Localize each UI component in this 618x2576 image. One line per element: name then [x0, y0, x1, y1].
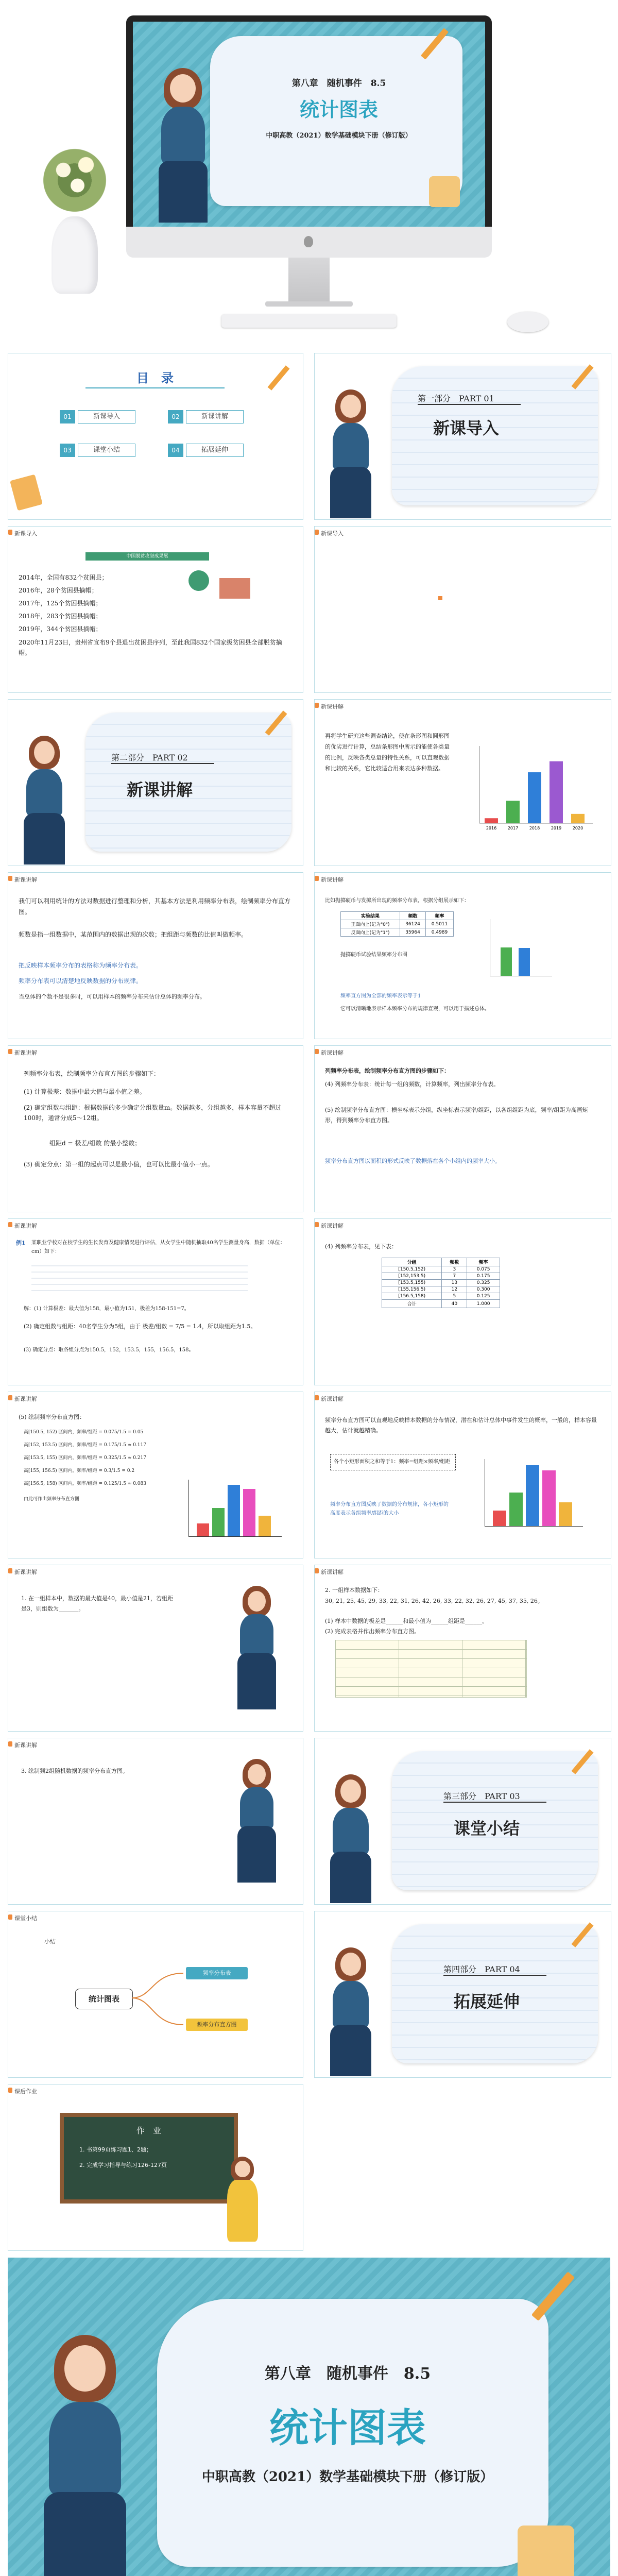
- teacher-skirt: [24, 813, 65, 865]
- final-subtitle: 中职高教（2021）数学基础模块下册（修订版）: [201, 2469, 494, 2485]
- header-marker: [8, 1914, 12, 1920]
- teacher-skirt: [330, 467, 371, 518]
- teacher-skirt: [44, 2492, 126, 2576]
- slide-header: [8, 1911, 303, 1923]
- slide-tag: 新课讲解: [14, 1223, 37, 1229]
- slide-tag: 新课讲解: [321, 1223, 344, 1229]
- practice1-text: 1. 在一组样本中，数据的最大值是40，最小值是21，若组距是3，则组数为_______。: [21, 1595, 173, 1612]
- toc-item-3-num[interactable]: 03: [60, 444, 75, 457]
- practice2-data: 30, 21, 25, 45, 29, 33, 22, 31, 26, 42, 26, 33, 22, 32, 26, 27, 45, 37, 35, 26。: [325, 1598, 543, 1604]
- slide-header: [315, 1565, 611, 1577]
- intro-line-3: 2017年，125个贫困县摘帽；: [19, 600, 102, 607]
- table-cell: 正面向上(记为"0"): [341, 920, 400, 928]
- intro-line-6: 2020年11月23日，贵州省宣布9个县退出贫困县序列，至此我国832个国家级贫困县全部脱贫摘帽。: [19, 639, 282, 656]
- slide-header: [315, 1219, 611, 1230]
- part4-label-underline: [443, 1975, 546, 1976]
- intro-line-4: 2018年，283个贫困县摘帽；: [19, 613, 102, 620]
- toc-item-2-label[interactable]: 新课讲解: [186, 410, 244, 423]
- slide-tag: 课堂小结: [14, 1915, 37, 1922]
- slide-tag: 新课讲解: [321, 1049, 344, 1056]
- hist-bar: [228, 1485, 240, 1536]
- coin-table: [340, 911, 454, 937]
- part2-slide: [8, 699, 303, 866]
- chalkboard: [60, 2113, 238, 2204]
- books-lamp-illustration: [518, 2526, 574, 2576]
- slide-header: [315, 1392, 611, 1403]
- practice3-slide: [8, 1738, 303, 1905]
- teacher-face: [248, 1591, 266, 1612]
- table-cell: 36124: [400, 920, 426, 928]
- table-header: 实验结果: [341, 912, 400, 920]
- header-marker: [8, 876, 12, 881]
- practice1-slide: [8, 1565, 303, 1732]
- hist2-p1: 频率分布直方图可以直观地反映样本数据的分布情况，潜在和估计总体中事件发生的概率，一般的，样本容量越大，估计就越精确。: [325, 1417, 597, 1434]
- coin-chart: [490, 919, 552, 976]
- hist-bar: [526, 1465, 539, 1526]
- flower-vase-illustration: [31, 129, 118, 304]
- table-row: [341, 928, 454, 937]
- teacher-skirt: [159, 161, 208, 223]
- slide-header: [8, 1219, 303, 1230]
- lecture2-p3: 把反映样本频率分布的表格称为频率分布表。: [19, 962, 143, 969]
- practice3-text: 3. 绘制频2组随机数据的频率分布直方图。: [21, 1768, 128, 1774]
- teacher-skirt: [330, 1852, 371, 1903]
- intro-line-1: 2014年，全国有832个贫困县；: [19, 574, 108, 581]
- hist-bar: [259, 1516, 271, 1536]
- lecture3-intro: 比如抛掷硬币与发掷所出现的频率分布表，根据分组展示如下：: [325, 898, 469, 904]
- tree: [188, 570, 209, 591]
- lecture2-slide: [8, 872, 303, 1039]
- chart-bar-2017: [506, 801, 520, 823]
- lecture3-caption3: 它可以清晰地表示样本频率分布的规律直观，可以用于描述总体。: [340, 1006, 490, 1012]
- table-cell: [156.5,158): [382, 1293, 442, 1300]
- hist-bar: [559, 1502, 572, 1526]
- homework-title: 作 业: [136, 2126, 161, 2136]
- slide-header: [8, 2084, 303, 2096]
- table-row: [341, 920, 454, 928]
- header-marker: [315, 1395, 319, 1400]
- chart-tick-label: 2019: [551, 826, 562, 831]
- toc-item-1-num[interactable]: 01: [60, 410, 75, 423]
- teacher-body: [333, 1981, 369, 2027]
- hist2-box2: 频率分布直方图反映了数据的分布规律，各小矩形的高度表示各组频率/组距的大小: [330, 1502, 449, 1516]
- hist2-chart: [485, 1459, 583, 1527]
- table-cell: [155,156.5): [382, 1286, 442, 1293]
- part3-label: 第三部分 PART 03: [443, 1791, 520, 1801]
- final-chapter: 第八章 随机事件 8.5: [264, 2365, 431, 2383]
- header-marker: [8, 1049, 12, 1054]
- teacher-body: [333, 1808, 369, 1854]
- slide-header: [8, 873, 303, 884]
- teacher-body: [333, 423, 369, 469]
- chart-tick-label: 2018: [529, 826, 540, 831]
- teacher-face: [340, 1953, 361, 1976]
- example-step2: (2) 确定组数与组距：40名学生分为5组，由于 极差/组数 = 7/5 = 1.4，所以取组距为1.5。: [24, 1323, 256, 1330]
- toc-slide: [8, 353, 303, 520]
- part1-label: 第一部分 PART 01: [418, 394, 494, 403]
- example-data-block: [31, 1260, 248, 1296]
- final-title: 统计图表: [269, 2405, 426, 2451]
- summary-slide: [8, 1911, 303, 2078]
- freqtable-caption: (4) 列频率分布表，见下表：: [325, 1243, 398, 1250]
- chart-bar-2019: [550, 761, 563, 823]
- hist-bar: [243, 1489, 255, 1536]
- hist-bar: [542, 1470, 556, 1526]
- slide-header: [315, 527, 611, 538]
- slide-header: [8, 1565, 303, 1577]
- toc-item-4-num[interactable]: 04: [168, 444, 183, 457]
- frequency-table: [382, 1258, 500, 1308]
- teacher-face: [340, 1780, 361, 1803]
- slide-header: [315, 873, 611, 884]
- chart-tick-label: 2017: [507, 826, 519, 831]
- mouse-illustration: [507, 312, 548, 332]
- example-step3: (3) 确定分点：取各组分点为150.5，152，153.5，155，156.5，158。: [24, 1347, 194, 1353]
- teacher-body: [161, 107, 205, 163]
- part2-label: 第二部分 PART 02: [111, 753, 188, 762]
- slide-tag: 新课导入: [321, 530, 344, 537]
- part1-title: 新课导入: [433, 418, 500, 438]
- practice2-blank-table: [335, 1640, 527, 1698]
- example-slide: [8, 1218, 303, 1385]
- slide-tag: 新课讲解: [321, 703, 344, 710]
- table-cell: [150.5,152): [382, 1266, 442, 1273]
- teacher-face: [340, 395, 361, 418]
- lecture4-step-1: (1) 计算极差：数据中最大值与最小值之差。: [24, 1088, 146, 1095]
- lecture2-p2: 频数是指一组数据中，某范围内的数据出现的次数；把组距与频数的比值叫做频率。: [19, 931, 248, 938]
- slide-tag: 新课讲解: [14, 876, 37, 883]
- intro-line-5: 2019年，344个贫困县摘帽；: [19, 625, 102, 633]
- slide-tag: 新课讲解: [321, 876, 344, 883]
- lecture3-caption2: 频率直方图为全部的频率表示等于1: [340, 993, 421, 999]
- table-header: 频率: [426, 912, 454, 920]
- teacher-skirt: [330, 2025, 371, 2076]
- monitor-stand: [288, 258, 330, 304]
- table-cell: 0.125: [467, 1293, 500, 1300]
- chart-bar-2016: [485, 818, 498, 823]
- monitor-base: [265, 301, 353, 307]
- teacher-body: [26, 769, 62, 816]
- header-marker: [8, 1222, 12, 1227]
- lecture2-p4: 频率分布表可以清楚地反映数据的分布规律。: [19, 977, 143, 985]
- lecture1-text: 再将学生研究这些调查结论，使在条形图和圆形图的优劣进行计算，总结条形图中所示的能使各类量的比例，反映各类总量的特性关系，可以直观数据和比较的关系，它比较适合用来表达多种数据。: [325, 733, 450, 772]
- table-row: [382, 1300, 500, 1308]
- table-cell: 0.300: [467, 1286, 500, 1293]
- teacher-pointing-illustration: [235, 1759, 281, 1888]
- table-cell: [152,153.5): [382, 1273, 442, 1280]
- slide-header: [8, 527, 303, 538]
- chart-tick-label: 2016: [486, 826, 497, 831]
- cover-monitor-scene: [0, 0, 618, 361]
- lecture5-heading: 列频率分布表，绘制频率分布直方图的步骤如下：: [325, 1067, 450, 1074]
- table-header-row: [382, 1258, 500, 1266]
- pencil-icon: [531, 2272, 575, 2321]
- table-row: [382, 1280, 500, 1286]
- slide-header: [8, 1046, 303, 1057]
- summary-branch2: 频率分布直方图: [186, 2019, 248, 2031]
- table-cell: 0.325: [467, 1280, 500, 1286]
- connector-bottom: [132, 1998, 183, 2025]
- summary-branch1: 频率分布表: [186, 1967, 248, 1979]
- connector-top: [132, 1973, 183, 1998]
- table-cell: 合计: [382, 1300, 442, 1308]
- cover-screen: [133, 22, 485, 227]
- cover-subtitle: 中职高教（2021）数学基础模块下册（修订版）: [266, 132, 412, 140]
- example-label: 例1: [16, 1240, 26, 1246]
- table-cell: 3: [442, 1266, 467, 1273]
- table-header: 频数: [400, 912, 426, 920]
- coin-bar-tails: [519, 948, 530, 976]
- hist1-line-1: 高[150.5, 152) 区间内，频率/组距 = 0.075/1.5 = 0.05: [24, 1430, 144, 1435]
- teacher-skirt: [237, 1653, 276, 1709]
- table-cell: 0.5011: [426, 920, 454, 928]
- table-cell: 0.175: [467, 1273, 500, 1280]
- header-marker: [315, 1049, 319, 1054]
- books-lamp-illustration: [429, 176, 460, 207]
- header-marker: [315, 1568, 319, 1573]
- intro-illustration: [178, 565, 261, 601]
- table-cell: 13: [442, 1280, 467, 1286]
- header-marker: [315, 876, 319, 881]
- orange-marker: [438, 596, 442, 600]
- table-header: 分组: [382, 1258, 442, 1266]
- coin-bar-heads: [501, 947, 512, 976]
- part2-label-underline: [111, 763, 214, 764]
- toc-title-underline: [85, 387, 225, 388]
- practice2-q1: (1) 样本中数据的极差是______和最小值为______组距是______。: [325, 1618, 488, 1624]
- homework-line-1: 1. 书第99页练习题1、2题；: [79, 2146, 152, 2153]
- slide-header: [8, 1738, 303, 1750]
- teacher-dress: [227, 2180, 258, 2242]
- table-header: 频数: [442, 1258, 467, 1266]
- table-cell: 0.075: [467, 1266, 500, 1273]
- hist1-line-5: 高[156.5, 158) 区间内，频率/组距 = 0.125/1.5 ≈ 0.083: [24, 1481, 146, 1486]
- lecture1-slide: [314, 699, 611, 866]
- practice2-text: 2. 一组样本数据如下：: [325, 1587, 383, 1594]
- lecture2-p5: 当总体的个数不是很多时，可以用样本的频率分布来估计总体的频率分布。: [19, 993, 205, 1000]
- lecture4-heading: 列频率分布表，绘制频率分布直方图的步骤如下：: [24, 1070, 160, 1077]
- summary-small: 小结: [44, 1938, 56, 1945]
- table-header: 频率: [467, 1258, 500, 1266]
- lecture3-caption1: 抛掷硬币试验结果频率分布图: [340, 952, 407, 958]
- teacher-body: [49, 2402, 121, 2495]
- summary-root: 统计图表: [75, 1989, 133, 2009]
- teacher-face: [170, 74, 196, 103]
- hist1-line-3: 高[153.5, 155) 区间内，频率/组距 = 0.325/1.5 ≈ 0.217: [24, 1455, 146, 1461]
- slide-tag: 新课讲解: [14, 1569, 37, 1575]
- teacher-face: [235, 2161, 250, 2177]
- cover-title: 统计图表: [299, 98, 378, 121]
- lecture3-slide: [314, 872, 611, 1039]
- part1-label-underline: [418, 404, 521, 405]
- part4-label: 第四部分 PART 04: [443, 1964, 520, 1974]
- header-marker: [315, 1222, 319, 1227]
- table-row: [382, 1293, 500, 1300]
- hist-bar: [197, 1523, 209, 1536]
- teacher-pointing-illustration: [235, 1586, 281, 1715]
- flower-blossoms: [46, 149, 103, 201]
- teacher-face: [34, 741, 55, 764]
- lecture5-p2: (5) 绘制频率分布直方图：横坐标表示分组，纵坐标表示频率/组距，以各组组距为底，频率/组距为高画矩形，得到频率分布直方图。: [325, 1107, 588, 1124]
- teacher-face: [248, 1764, 266, 1785]
- teacher-body: [240, 1614, 273, 1655]
- table-header-row: [341, 912, 454, 920]
- toc-item-4-label[interactable]: 拓展延伸: [186, 444, 244, 457]
- part4-title: 拓展延伸: [454, 1992, 520, 2011]
- table-cell: 0.4989: [426, 928, 454, 937]
- hist1-line-4: 高[155, 156.5) 区间内，频率/组距 = 0.3/1.5 = 0.2: [24, 1468, 135, 1473]
- part1-slide: [314, 353, 611, 520]
- header-marker: [8, 1395, 12, 1400]
- slide-header: [315, 1046, 611, 1057]
- table-row: [382, 1273, 500, 1280]
- table-cell: 1.000: [467, 1300, 500, 1308]
- poverty-bar-chart: [469, 741, 598, 834]
- part3-title: 课堂小结: [454, 1819, 520, 1838]
- table-cell: 7: [442, 1273, 467, 1280]
- toc-item-1-label[interactable]: 新课导入: [78, 410, 135, 423]
- teacher-face: [64, 2345, 106, 2392]
- header-marker: [8, 2088, 12, 2093]
- hist1-caption: (5) 绘制频率分布直方图：: [19, 1414, 85, 1420]
- hist-bar: [509, 1493, 523, 1526]
- hist1-line-2: 高[152, 153.5) 区间内，频率/组距 = 0.175/1.5 ≈ 0.117: [24, 1443, 146, 1448]
- lecture4-slide: [8, 1045, 303, 1212]
- example-text: 某职业学校对在校学生的生长发育及健康情况进行评估，从女学生中随机抽取40名学生测量身高，数据（单位：cm）如下：: [31, 1240, 285, 1255]
- intro-banner: 中国脱贫攻坚成果展: [85, 552, 209, 561]
- table-cell: 5: [442, 1293, 467, 1300]
- slide-tag: 新课导入: [14, 530, 37, 537]
- lecture4-step-3: (3) 确定分点：第一组的起点可以是最小值，也可以比最小值小一点。: [24, 1161, 214, 1168]
- lecture5-p1: (4) 列频率分布表：统计每一组的频数，计算频率，列出频率分布表。: [325, 1081, 500, 1088]
- slide-header: [8, 1392, 303, 1403]
- toc-title: 目 录: [136, 370, 174, 385]
- homework-line-2: 2. 完成学习指导与练习126-127页: [79, 2162, 167, 2168]
- hist-bar: [212, 1508, 225, 1536]
- slide-tag: 新课讲解: [14, 1396, 37, 1402]
- chart-tick-label: 2020: [572, 826, 583, 831]
- practice2-slide: [314, 1565, 611, 1732]
- slide-header: [315, 700, 611, 711]
- hist1-slide: [8, 1392, 303, 1558]
- intro-blank-slide: [314, 526, 611, 693]
- table-cell: [153.5,155): [382, 1280, 442, 1286]
- freqtable-slide: [314, 1218, 611, 1385]
- slide-tag: 新课讲解: [321, 1569, 344, 1575]
- part3-slide: [314, 1738, 611, 1905]
- table-row: [382, 1266, 500, 1273]
- example-solve: 解：(1) 计算极差：最大值为158，最小值为151，极差为158-151=7。: [24, 1306, 190, 1312]
- apple-logo-icon: [304, 236, 313, 247]
- table-cell: 反面向上(记为"1"): [341, 928, 400, 937]
- intro-line-2: 2016年，28个贫困县摘帽；: [19, 587, 98, 594]
- lecture5-slide: [314, 1045, 611, 1212]
- table-cell: 12: [442, 1286, 467, 1293]
- lecture4-step-2: (2) 确定组数与组距：根据数据的多少确定分组数量m。数据越多，分组越多，样本容量不超过100时，通常分成5～12组。: [24, 1104, 282, 1122]
- teacher-skirt: [237, 1826, 276, 1883]
- lecture5-note: 频率分布直方图以面积的形式反映了数据落在各个小组内的频率大小。: [325, 1158, 501, 1164]
- slide-tag: 新课讲解: [14, 1049, 37, 1056]
- table-row: [382, 1286, 500, 1293]
- teacher-pointing-illustration: [225, 2157, 261, 2244]
- header-marker: [8, 1568, 12, 1573]
- final-cover: [8, 2258, 610, 2576]
- table-cell: 40: [442, 1300, 467, 1308]
- header-marker: [315, 703, 319, 708]
- practice2-q2: (2) 完成表格并作出频率分布直方图。: [325, 1628, 420, 1635]
- house: [219, 578, 250, 599]
- part3-label-underline: [443, 1802, 546, 1803]
- cover-chapter: 第八章 随机事件 8.5: [291, 78, 386, 89]
- hist1-note: 由此可作出频率分布直方图: [24, 1497, 80, 1502]
- homework-slide: [8, 2084, 303, 2251]
- lecture4-step-2b: 组距d = 极差/组数 的最小整数；: [49, 1140, 141, 1147]
- part2-title: 新课讲解: [127, 780, 193, 800]
- summary-connectors: [132, 1963, 188, 2040]
- intro-slide: [8, 526, 303, 693]
- hist2-box1: 各个小矩形面积之和等于1：频率=组距×频率/组距: [330, 1454, 456, 1470]
- slide-tag: 新课讲解: [321, 1396, 344, 1402]
- toc-item-3-label[interactable]: 课堂小结: [78, 444, 135, 457]
- vase: [52, 216, 98, 294]
- toc-item-2-num[interactable]: 02: [168, 410, 183, 423]
- part4-slide: [314, 1911, 611, 2078]
- hist2-slide: [314, 1392, 611, 1558]
- teacher-body: [240, 1787, 273, 1828]
- header-marker: [315, 530, 319, 535]
- hist1-chart: [188, 1480, 282, 1537]
- header-marker: [8, 530, 12, 535]
- lecture2-p1: 我们可以利用统计的方法对数据进行整理和分析，其基本方法是利用频率分布表，绘制频率分布直方图。: [19, 897, 291, 916]
- keyboard-illustration: [221, 314, 397, 328]
- notebook-icon: [10, 474, 43, 511]
- table-cell: 35964: [400, 928, 426, 937]
- hist-bar: [493, 1511, 506, 1526]
- slide-tag: 新课讲解: [14, 1742, 37, 1749]
- chart-bar-2018: [528, 772, 541, 823]
- header-marker: [8, 1741, 12, 1747]
- slide-tag: 课后作业: [14, 2088, 37, 2095]
- chart-bar-2020: [571, 814, 585, 823]
